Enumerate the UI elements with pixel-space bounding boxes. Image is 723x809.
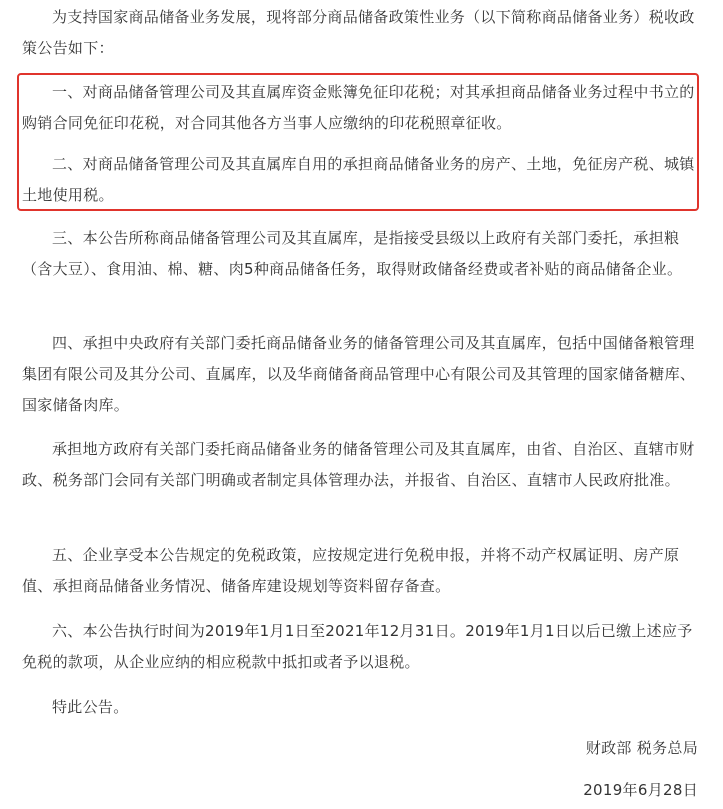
item-1-paragraph: 一、对商品储备管理公司及其直属库资金账簿免征印花税；对其承担商品储备业务过程中书立的购销合同免征印花税，对合同其他各方当事人应缴纳的印花税照章征收。 <box>22 83 695 132</box>
intro-paragraph: 为支持国家商品储备业务发展，现将部分商品储备政策性业务（以下简称商品储备业务）税收政策公告如下： <box>22 8 695 57</box>
item-6-paragraph: 六、本公告执行时间为2019年1月1日至2021年12月31日。2019年1月1日以后已缴上述应予免税的款项，从企业应纳的相应税款中抵扣或者予以退税。 <box>22 622 693 671</box>
item-4-paragraph: 四、承担中央政府有关部门委托商品储备业务的储备管理公司及其直属库，包括中国储备粮管理集团有限公司及其分公司、直属库，以及华商储备商品管理中心有限公司及其管理的国家储备糖库、国家储备肉库。 <box>22 334 696 414</box>
closing-paragraph: 特此公告。 <box>52 698 129 716</box>
item-4-local-paragraph: 承担地方政府有关部门委托商品储备业务的储备管理公司及其直属库，由省、自治区、直辖市财政、税务部门会同有关部门明确或者制定具体管理办法，并报省、自治区、直辖市人民政府批准。 <box>22 440 695 489</box>
item-3-paragraph: 三、本公告所称商品储备管理公司及其直属库，是指接受县级以上政府有关部门委托，承担粮（含大豆）、食用油、棉、糖、肉5种商品储备任务，取得财政储备经费或者补贴的商品储备企业。 <box>22 229 683 278</box>
signature: 财政部 税务总局 <box>585 739 698 757</box>
item-5-paragraph: 五、企业享受本公告规定的免税政策，应按规定进行免税申报，并将不动产权属证明、房产原值、承担商品储备业务情况、储备库建设规划等资料留存备查。 <box>22 546 680 595</box>
date: 2019年6月28日 <box>583 781 698 799</box>
item-2-paragraph: 二、对商品储备管理公司及其直属库自用的承担商品储备业务的房产、土地，免征房产税、城镇土地使用税。 <box>22 155 695 204</box>
